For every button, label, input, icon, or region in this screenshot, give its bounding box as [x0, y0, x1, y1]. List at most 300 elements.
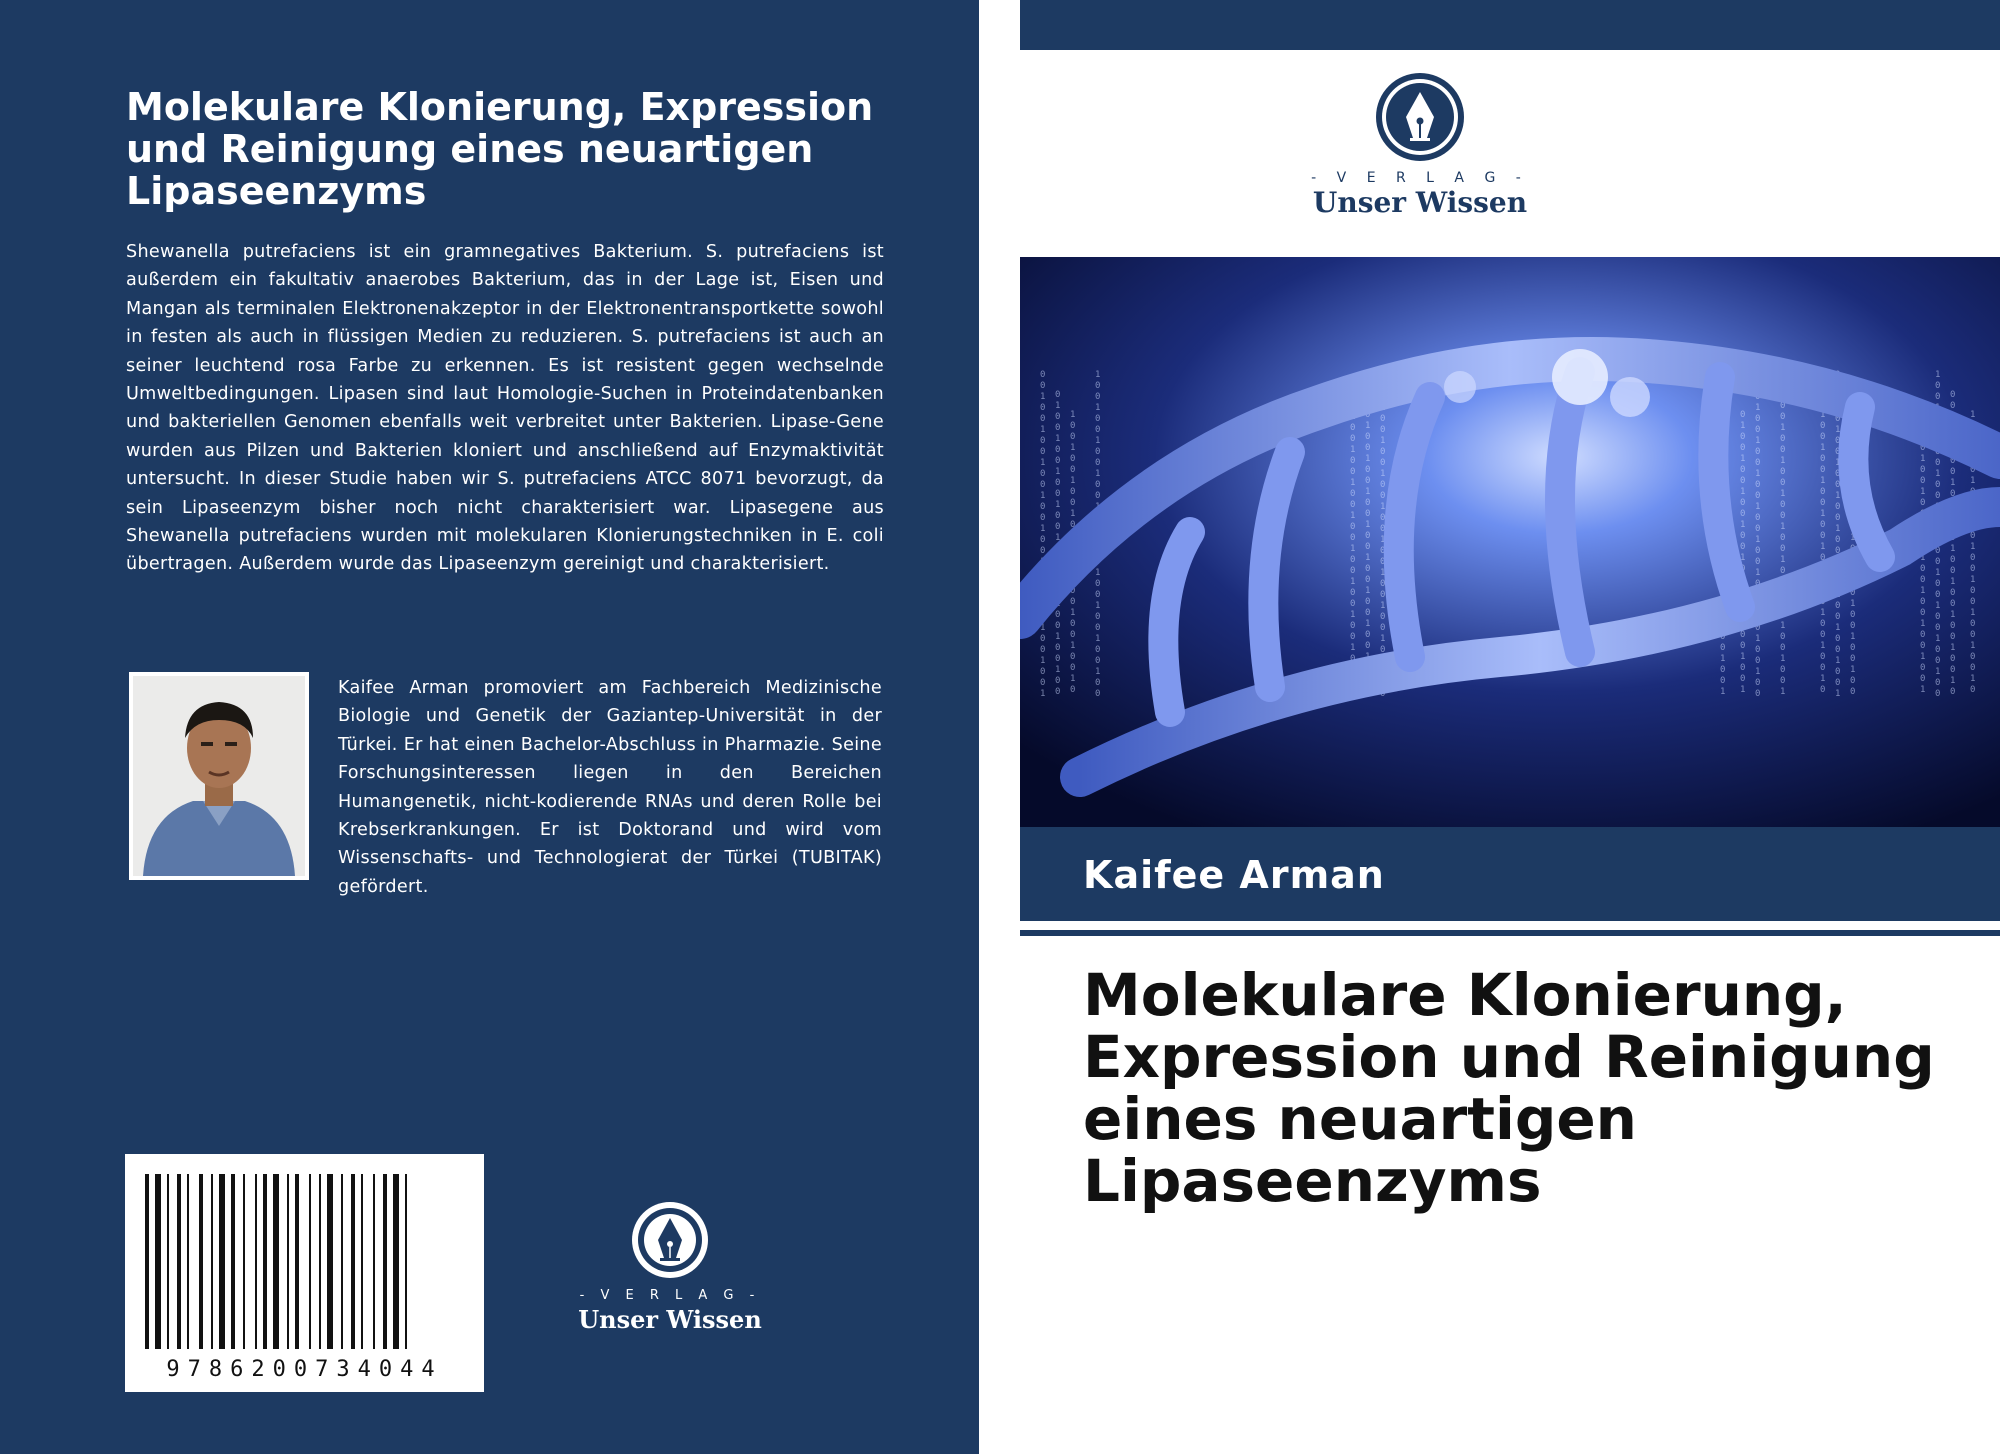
svg-text:0: 0 — [1365, 575, 1371, 585]
svg-text:0: 0 — [1380, 491, 1386, 501]
svg-text:0: 0 — [1740, 443, 1746, 453]
svg-text:1: 1 — [1850, 599, 1856, 609]
svg-text:0: 0 — [1820, 630, 1826, 640]
svg-text:1: 1 — [1755, 370, 1761, 380]
svg-text:1: 1 — [1040, 458, 1046, 468]
svg-text:0: 0 — [1950, 434, 1956, 444]
svg-text:0: 0 — [1780, 566, 1786, 576]
svg-text:0: 0 — [1755, 623, 1761, 633]
svg-text:0: 0 — [1040, 645, 1046, 655]
svg-text:0: 0 — [1850, 555, 1856, 565]
svg-text:0: 0 — [1095, 557, 1101, 567]
svg-text:0: 0 — [1380, 645, 1386, 655]
svg-text:0: 0 — [1835, 480, 1841, 490]
svg-text:0: 0 — [1755, 447, 1761, 457]
svg-text:1: 1 — [1365, 652, 1371, 662]
svg-text:0: 0 — [1040, 678, 1046, 688]
svg-text:1: 1 — [1740, 487, 1746, 497]
svg-text:1: 1 — [1755, 634, 1761, 644]
svg-text:1: 1 — [1755, 436, 1761, 446]
back-cover-title: Molekulare Klonierung, Expression und Reinigung eines neuartigen Lipaseenzyms — [126, 85, 874, 213]
svg-text:0: 0 — [1070, 454, 1076, 464]
svg-text:1: 1 — [1365, 619, 1371, 629]
svg-text:1: 1 — [1720, 555, 1726, 565]
svg-text:0: 0 — [1365, 476, 1371, 486]
svg-text:0: 0 — [1740, 674, 1746, 684]
svg-text:0: 0 — [1380, 392, 1386, 402]
svg-text:0: 0 — [1755, 414, 1761, 424]
svg-text:1: 1 — [1950, 445, 1956, 455]
front-publisher-logo — [1300, 72, 1540, 222]
svg-text:0: 0 — [1970, 520, 1976, 530]
svg-text:0: 0 — [1920, 443, 1926, 453]
svg-text:0: 0 — [1850, 478, 1856, 488]
svg-text:0: 0 — [1380, 656, 1386, 666]
svg-text:0: 0 — [1055, 588, 1061, 598]
svg-text:0: 0 — [1970, 454, 1976, 464]
svg-text:0: 0 — [1755, 392, 1761, 402]
svg-text:1: 1 — [1780, 555, 1786, 565]
svg-text:1: 1 — [1780, 423, 1786, 433]
svg-text:0: 0 — [1720, 544, 1726, 554]
svg-text:1: 1 — [1780, 522, 1786, 532]
svg-text:0: 0 — [1835, 601, 1841, 611]
svg-text:0: 0 — [1935, 513, 1941, 523]
svg-text:0: 0 — [1380, 414, 1386, 424]
svg-text:0: 0 — [1935, 612, 1941, 622]
svg-text:0: 0 — [1740, 564, 1746, 574]
svg-text:0: 0 — [1780, 599, 1786, 609]
svg-text:0: 0 — [1040, 535, 1046, 545]
svg-text:0: 0 — [1835, 612, 1841, 622]
svg-text:0: 0 — [1920, 663, 1926, 673]
svg-text:1: 1 — [1720, 621, 1726, 631]
svg-text:0: 0 — [1740, 663, 1746, 673]
author-band — [1020, 827, 2000, 921]
svg-text:1: 1 — [1740, 454, 1746, 464]
svg-text:1: 1 — [1070, 575, 1076, 585]
svg-text:0: 0 — [1820, 597, 1826, 607]
svg-text:0: 0 — [1740, 597, 1746, 607]
svg-text:1: 1 — [1350, 544, 1356, 554]
svg-text:0: 0 — [1920, 597, 1926, 607]
svg-text:0: 0 — [1755, 678, 1761, 688]
svg-text:0: 0 — [1070, 553, 1076, 563]
svg-text:0: 0 — [1070, 432, 1076, 442]
svg-text:0: 0 — [1950, 522, 1956, 532]
svg-text:0: 0 — [1970, 487, 1976, 497]
svg-text:1: 1 — [1380, 469, 1386, 479]
svg-text:1: 1 — [1835, 656, 1841, 666]
svg-text:0: 0 — [1970, 619, 1976, 629]
svg-text:0: 0 — [1755, 689, 1761, 699]
svg-text:0: 0 — [1950, 566, 1956, 576]
svg-text:0: 0 — [1040, 634, 1046, 644]
svg-text:0: 0 — [1040, 414, 1046, 424]
svg-text:0: 0 — [1950, 687, 1956, 697]
svg-text:0: 0 — [1380, 447, 1386, 457]
svg-text:1: 1 — [1935, 535, 1941, 545]
svg-text:0: 0 — [1365, 630, 1371, 640]
svg-text:0: 0 — [1850, 511, 1856, 521]
svg-text:1: 1 — [1935, 568, 1941, 578]
svg-text:0: 0 — [1380, 524, 1386, 534]
svg-text:0: 0 — [1835, 634, 1841, 644]
svg-text:0: 0 — [1835, 414, 1841, 424]
svg-text:0: 0 — [1820, 487, 1826, 497]
svg-text:0: 0 — [1380, 381, 1386, 391]
svg-text:1: 1 — [1920, 520, 1926, 530]
svg-text:0: 0 — [1780, 676, 1786, 686]
svg-text:0: 0 — [1755, 579, 1761, 589]
svg-text:0: 0 — [1040, 370, 1046, 380]
svg-text:0: 0 — [1055, 544, 1061, 554]
front-top-bar — [1020, 0, 2000, 50]
svg-text:0: 0 — [1920, 410, 1926, 420]
back-cover — [0, 0, 979, 1454]
svg-text:1: 1 — [1350, 610, 1356, 620]
svg-text:0: 0 — [1935, 392, 1941, 402]
svg-text:1: 1 — [1835, 491, 1841, 501]
svg-text:0: 0 — [1850, 577, 1856, 587]
svg-text:0: 0 — [1920, 630, 1926, 640]
svg-text:0: 0 — [1850, 676, 1856, 686]
svg-text:1: 1 — [1070, 542, 1076, 552]
svg-text:0: 0 — [1850, 643, 1856, 653]
svg-text:0: 0 — [1095, 656, 1101, 666]
svg-text:0: 0 — [1935, 645, 1941, 655]
svg-text:0: 0 — [1095, 590, 1101, 600]
svg-text:0: 0 — [1380, 480, 1386, 490]
svg-text:0: 0 — [1820, 498, 1826, 508]
svg-text:0: 0 — [1835, 579, 1841, 589]
svg-text:0: 0 — [1720, 632, 1726, 642]
svg-text:0: 0 — [1950, 599, 1956, 609]
svg-text:1: 1 — [1820, 674, 1826, 684]
svg-text:0: 0 — [1095, 447, 1101, 457]
svg-text:1: 1 — [1850, 665, 1856, 675]
svg-text:1: 1 — [1365, 454, 1371, 464]
svg-text:0: 0 — [1850, 687, 1856, 697]
cover-image — [1020, 257, 2000, 827]
svg-text:1: 1 — [1055, 599, 1061, 609]
svg-text:0: 0 — [1040, 601, 1046, 611]
back-publisher-verlag: - V E R L A G - — [579, 1288, 761, 1303]
svg-text:0: 0 — [1380, 678, 1386, 688]
svg-text:1: 1 — [1380, 601, 1386, 611]
svg-text:1: 1 — [1365, 487, 1371, 497]
svg-text:0: 0 — [1365, 498, 1371, 508]
svg-text:0: 0 — [1380, 612, 1386, 622]
svg-text:0: 0 — [1970, 553, 1976, 563]
svg-text:1: 1 — [1740, 553, 1746, 563]
svg-text:0: 0 — [1095, 579, 1101, 589]
svg-text:1: 1 — [1950, 577, 1956, 587]
svg-text:1: 1 — [1820, 443, 1826, 453]
svg-text:1: 1 — [1835, 458, 1841, 468]
svg-text:0: 0 — [1095, 425, 1101, 435]
svg-text:0: 0 — [1350, 500, 1356, 510]
svg-text:1: 1 — [1055, 566, 1061, 576]
svg-text:1: 1 — [1920, 652, 1926, 662]
svg-text:0: 0 — [1920, 476, 1926, 486]
svg-text:0: 0 — [1055, 412, 1061, 422]
svg-text:0: 0 — [1755, 546, 1761, 556]
svg-text:0: 0 — [1740, 432, 1746, 442]
svg-text:1: 1 — [1040, 557, 1046, 567]
svg-text:1: 1 — [1820, 410, 1826, 420]
svg-text:0: 0 — [1920, 608, 1926, 618]
svg-text:1: 1 — [1070, 509, 1076, 519]
svg-text:1: 1 — [1970, 509, 1976, 519]
svg-text:1: 1 — [1935, 502, 1941, 512]
svg-text:1: 1 — [1365, 553, 1371, 563]
svg-text:0: 0 — [1780, 467, 1786, 477]
svg-text:1: 1 — [1380, 370, 1386, 380]
svg-text:0: 0 — [1950, 390, 1956, 400]
svg-text:0: 0 — [1055, 610, 1061, 620]
svg-text:0: 0 — [1720, 676, 1726, 686]
svg-text:0: 0 — [1040, 612, 1046, 622]
svg-text:1: 1 — [1850, 566, 1856, 576]
svg-text:1: 1 — [1720, 654, 1726, 664]
svg-text:1: 1 — [1935, 667, 1941, 677]
svg-text:0: 0 — [1740, 630, 1746, 640]
svg-text:0: 0 — [1780, 577, 1786, 587]
svg-text:0: 0 — [1350, 654, 1356, 664]
svg-text:1: 1 — [1835, 392, 1841, 402]
svg-text:1: 1 — [1380, 502, 1386, 512]
svg-text:1: 1 — [1780, 621, 1786, 631]
svg-text:0: 0 — [1970, 421, 1976, 431]
svg-text:1: 1 — [1835, 524, 1841, 534]
svg-text:0: 0 — [1755, 480, 1761, 490]
svg-text:1: 1 — [1365, 586, 1371, 596]
svg-text:1: 1 — [1350, 676, 1356, 686]
svg-text:0: 0 — [1850, 489, 1856, 499]
svg-text:0: 0 — [1935, 414, 1941, 424]
svg-text:0: 0 — [1040, 502, 1046, 512]
svg-text:0: 0 — [1850, 423, 1856, 433]
svg-text:0: 0 — [1935, 546, 1941, 556]
svg-text:0: 0 — [1950, 401, 1956, 411]
svg-text:0: 0 — [1780, 632, 1786, 642]
svg-text:0: 0 — [1950, 423, 1956, 433]
svg-text:0: 0 — [1950, 500, 1956, 510]
svg-text:1: 1 — [1970, 443, 1976, 453]
svg-text:1: 1 — [1040, 590, 1046, 600]
svg-text:1: 1 — [1820, 542, 1826, 552]
svg-text:0: 0 — [1950, 621, 1956, 631]
back-publisher-name: Unser Wissen — [578, 1305, 762, 1334]
svg-text:0: 0 — [1920, 498, 1926, 508]
svg-text:0: 0 — [1835, 546, 1841, 556]
svg-text:0: 0 — [1380, 689, 1386, 699]
title-divider — [1020, 930, 2000, 936]
svg-text:0: 0 — [1835, 502, 1841, 512]
svg-text:0: 0 — [1835, 381, 1841, 391]
svg-text:0: 0 — [1095, 645, 1101, 655]
svg-text:0: 0 — [1055, 423, 1061, 433]
svg-text:0: 0 — [1365, 608, 1371, 618]
svg-text:1: 1 — [1720, 522, 1726, 532]
svg-text:0: 0 — [1740, 641, 1746, 651]
front-cover — [1020, 0, 2000, 1454]
svg-text:0: 0 — [1040, 403, 1046, 413]
svg-text:0: 0 — [1950, 654, 1956, 664]
svg-text:0: 0 — [1850, 522, 1856, 532]
svg-text:0: 0 — [1820, 619, 1826, 629]
svg-text:1: 1 — [1070, 443, 1076, 453]
svg-text:0: 0 — [1935, 623, 1941, 633]
svg-text:0: 0 — [1350, 522, 1356, 532]
svg-text:0: 0 — [1040, 568, 1046, 578]
svg-text:0: 0 — [1350, 588, 1356, 598]
svg-text:0: 0 — [1970, 652, 1976, 662]
svg-text:0: 0 — [1935, 491, 1941, 501]
svg-text:1: 1 — [1070, 410, 1076, 420]
svg-text:0: 0 — [1055, 676, 1061, 686]
svg-text:0: 0 — [1720, 500, 1726, 510]
svg-text:0: 0 — [1365, 509, 1371, 519]
svg-text:0: 0 — [1380, 458, 1386, 468]
svg-text:0: 0 — [1070, 597, 1076, 607]
svg-text:0: 0 — [1970, 432, 1976, 442]
book-blurb: Shewanella putrefaciens ist ein gramnegatives Bakterium. S. putrefaciens ist außerdem ein fakultativ anaerobes Bakterium, das in der Lage ist, Eisen und Mangan als terminalen Elektronenakzeptor in der Elektronentransportkette sowohl in festen als auch in flüssigen Medien zu reduzieren. S. putrefaciens ist auch an seiner leuchtend rosa Farbe zu erkennen. Es ist resistent gegen wechselnde Umweltbedingungen. Lipasen sind laut Homologie-Suchen in Proteindatenbanken und bakteriellen Genomen ebenfalls weit verbreitet unter Bakterien. Lipase-Gene wurden aus Pilzen und Bakterien kloniert und anschließend auf Enzymaktivität untersucht. In dieser Studie haben wir S. putrefaciens ATCC 8071 bevorzugt, da sein Lipaseenzym bisher noch nicht charakterisiert war. Lipasegene aus Shewanella putrefaciens wurden mit molekularen Klonierungstechniken in E. coli übertragen. Außerdem wurde das Lipaseenzym gereinigt und charakterisiert. — [126, 242, 884, 575]
svg-text:0: 0 — [1040, 436, 1046, 446]
svg-text:0: 0 — [1070, 663, 1076, 673]
svg-text:1: 1 — [1040, 524, 1046, 534]
svg-text:0: 0 — [1055, 621, 1061, 631]
svg-text:1: 1 — [1920, 421, 1926, 431]
svg-text:0: 0 — [1935, 590, 1941, 600]
svg-text:0: 0 — [1740, 509, 1746, 519]
svg-text:0: 0 — [1095, 678, 1101, 688]
svg-text:0: 0 — [1095, 458, 1101, 468]
svg-text:1: 1 — [1095, 634, 1101, 644]
svg-text:0: 0 — [1040, 480, 1046, 490]
svg-text:1: 1 — [1850, 533, 1856, 543]
svg-text:0: 0 — [1970, 685, 1976, 695]
svg-text:0: 0 — [1380, 623, 1386, 633]
svg-text:1: 1 — [1350, 643, 1356, 653]
svg-text:1: 1 — [1970, 674, 1976, 684]
svg-text:1: 1 — [1055, 533, 1061, 543]
svg-text:0: 0 — [1970, 564, 1976, 574]
svg-text:1: 1 — [1935, 436, 1941, 446]
svg-text:0: 0 — [1835, 667, 1841, 677]
svg-text:0: 0 — [1835, 436, 1841, 446]
svg-text:0: 0 — [1920, 542, 1926, 552]
svg-text:0: 0 — [1365, 542, 1371, 552]
svg-text:0: 0 — [1070, 498, 1076, 508]
svg-text:0: 0 — [1850, 621, 1856, 631]
svg-text:0: 0 — [1095, 612, 1101, 622]
svg-text:1: 1 — [1950, 544, 1956, 554]
svg-text:1: 1 — [1350, 445, 1356, 455]
svg-text:1: 1 — [1935, 370, 1941, 380]
svg-text:0: 0 — [1780, 665, 1786, 675]
svg-text:0: 0 — [1350, 687, 1356, 697]
svg-text:0: 0 — [1070, 619, 1076, 629]
svg-text:1: 1 — [1070, 608, 1076, 618]
svg-text:1: 1 — [1720, 588, 1726, 598]
svg-text:0: 0 — [1920, 465, 1926, 475]
svg-text:0: 0 — [1950, 489, 1956, 499]
pen-nib-seal-icon — [1375, 72, 1465, 162]
svg-text:1: 1 — [1780, 687, 1786, 697]
svg-text:0: 0 — [1720, 467, 1726, 477]
svg-text:0: 0 — [1040, 469, 1046, 479]
svg-text:1: 1 — [1755, 535, 1761, 545]
svg-text:1: 1 — [1055, 401, 1061, 411]
svg-text:1: 1 — [1835, 689, 1841, 699]
pen-nib-seal-icon — [630, 1200, 710, 1280]
svg-text:0: 0 — [1850, 610, 1856, 620]
svg-text:1: 1 — [1950, 412, 1956, 422]
svg-text:0: 0 — [1350, 621, 1356, 631]
svg-text:0: 0 — [1935, 381, 1941, 391]
svg-text:0: 0 — [1970, 663, 1976, 673]
svg-text:0: 0 — [1780, 445, 1786, 455]
svg-text:0: 0 — [1070, 630, 1076, 640]
svg-text:0: 0 — [1070, 465, 1076, 475]
svg-text:1: 1 — [1820, 608, 1826, 618]
author-name: Kaifee Arman — [1083, 853, 1385, 897]
svg-text:1: 1 — [1350, 577, 1356, 587]
svg-text:0: 0 — [1820, 421, 1826, 431]
svg-text:1: 1 — [1850, 434, 1856, 444]
svg-text:1: 1 — [1920, 454, 1926, 464]
svg-text:0: 0 — [1095, 491, 1101, 501]
svg-text:1: 1 — [1755, 568, 1761, 578]
svg-text:0: 0 — [1935, 579, 1941, 589]
svg-text:0: 0 — [1720, 577, 1726, 587]
svg-text:1: 1 — [1780, 489, 1786, 499]
svg-text:0: 0 — [1835, 447, 1841, 457]
svg-text:0: 0 — [1850, 456, 1856, 466]
svg-text:0: 0 — [1350, 423, 1356, 433]
svg-text:1: 1 — [1780, 588, 1786, 598]
svg-text:1: 1 — [1970, 476, 1976, 486]
svg-text:1: 1 — [1970, 575, 1976, 585]
back-publisher-logo — [560, 1200, 780, 1340]
dna-helix-icon — [1020, 257, 2000, 827]
svg-text:1: 1 — [1380, 634, 1386, 644]
svg-text:1: 1 — [1970, 608, 1976, 618]
svg-text:0: 0 — [1350, 632, 1356, 642]
svg-text:1: 1 — [1095, 667, 1101, 677]
svg-text:0: 0 — [1920, 432, 1926, 442]
svg-text:0: 0 — [1755, 590, 1761, 600]
svg-text:0: 0 — [1835, 645, 1841, 655]
svg-text:1: 1 — [1350, 412, 1356, 422]
svg-text:0: 0 — [1920, 531, 1926, 541]
svg-text:0: 0 — [1780, 533, 1786, 543]
svg-text:1: 1 — [1720, 489, 1726, 499]
svg-text:0: 0 — [1365, 641, 1371, 651]
svg-text:0: 0 — [1095, 524, 1101, 534]
svg-text:0: 0 — [1350, 599, 1356, 609]
svg-text:0: 0 — [1095, 480, 1101, 490]
svg-text:0: 0 — [1740, 575, 1746, 585]
svg-text:0: 0 — [1070, 586, 1076, 596]
svg-text:1: 1 — [1850, 467, 1856, 477]
svg-text:1: 1 — [1070, 476, 1076, 486]
front-cover-title: Molekulare Klonierung, Expression und Reinigung eines neuartigen Lipaseenzyms — [1083, 961, 1935, 1215]
svg-text:1: 1 — [1780, 654, 1786, 664]
svg-text:0: 0 — [1755, 557, 1761, 567]
